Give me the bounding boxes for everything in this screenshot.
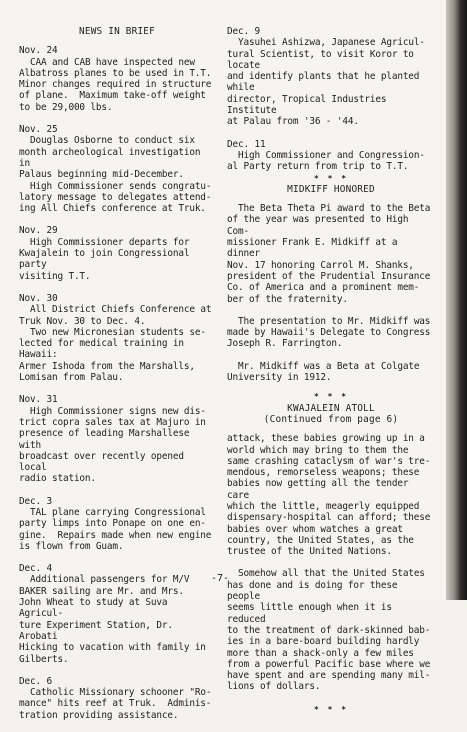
entry-line: John Wheat to study at Suva Agricul- bbox=[19, 597, 173, 620]
article-line: dispensary-hospital can afford; these bbox=[227, 512, 431, 524]
entry-line: trict copra sales tax at Majuro in bbox=[19, 416, 206, 428]
article-line: Mr. Midkiff was a Beta at Colgate bbox=[227, 360, 420, 372]
entry-line: Armer Ishoda from the Marshalls, bbox=[19, 360, 195, 372]
kwajalein-subheading: (Continued from page 6) bbox=[263, 413, 399, 425]
entry-date: Nov. 25 bbox=[19, 124, 58, 136]
article-line: ber of the fraternity. bbox=[227, 293, 348, 305]
entry-date: Dec. 4 bbox=[19, 563, 52, 575]
entry-line: to be 29,000 lbs. bbox=[19, 101, 113, 113]
separator-stars: * * * bbox=[313, 704, 349, 714]
article-line: world which may bring to them the bbox=[227, 444, 409, 456]
article-line: trustee of the United Nations. bbox=[227, 546, 392, 558]
entry-line: radio station. bbox=[19, 473, 96, 485]
article-line: missioner Frank E. Midkiff at a dinner bbox=[227, 237, 403, 260]
article-line: attack, these babies growing up in a bbox=[227, 433, 425, 445]
separator-stars: * * * bbox=[313, 392, 349, 402]
article-line: The Beta Theta Pi award to the Beta bbox=[227, 203, 431, 215]
entry-line: latory message to delegates attend- bbox=[19, 191, 212, 203]
news-entries bbox=[19, 45, 215, 732]
entry-line: Truk Nov. 30 to Dec. 4. bbox=[19, 315, 146, 327]
entry-date: Nov. 24 bbox=[19, 45, 58, 57]
entry-line: Douglas Osborne to conduct six bbox=[19, 135, 195, 147]
entry-line: CAA and CAB have inspected new bbox=[19, 56, 195, 68]
entry-line: All District Chiefs Conference at bbox=[19, 304, 212, 316]
page-number: -7- bbox=[210, 573, 230, 584]
article-line: which the little, meagerly equipped bbox=[227, 500, 420, 512]
entry-line: TAL plane carrying Congressional bbox=[19, 506, 206, 518]
article-line: more than a shack-only a few miles bbox=[227, 647, 414, 659]
entry-line: ing All Chiefs conference at Truk. bbox=[19, 203, 206, 215]
article-line: has done and is doing for these people bbox=[227, 579, 403, 603]
kwajalein-article bbox=[227, 433, 435, 693]
entry-line: gine. Repairs made when new engine bbox=[19, 529, 212, 541]
entry-line: High Commissioner signs new dis- bbox=[19, 405, 206, 417]
article-line: from a powerful Pacific base where we bbox=[227, 658, 431, 670]
news-in-brief-heading: NEWS IN BRIEF bbox=[79, 26, 155, 37]
entry-line: Hicking to vacation with family in bbox=[19, 642, 206, 654]
midkiff-heading: MIDKIFF HONORED bbox=[287, 183, 375, 195]
entry-date: Nov. 30 bbox=[19, 292, 58, 304]
article-line: of the year was presented to High Com- bbox=[227, 214, 414, 237]
entry-line: Gilberts. bbox=[19, 653, 69, 665]
article-line: University in 1912. bbox=[227, 372, 332, 384]
entry-line: Two new Micronesian students se- bbox=[19, 326, 206, 338]
entry-line: Additional passengers for M/V bbox=[19, 574, 190, 586]
article-line: Co. of America and a prominent mem- bbox=[227, 282, 420, 294]
entry-line: al Party return from trip to T.T. bbox=[227, 161, 409, 173]
entry-line: Kwajalein to join Congressional party bbox=[19, 248, 195, 271]
entry-line: Catholic Missionary schooner "Ro- bbox=[19, 687, 212, 699]
separator-stars: * * * bbox=[313, 173, 349, 183]
article-line: lions of dollars. bbox=[227, 681, 321, 693]
entry-date: Nov. 29 bbox=[19, 225, 58, 237]
entry-line: BAKER sailing are Mr. and Mrs. bbox=[19, 585, 184, 597]
entry-line: ture Experiment Station, Dr. Arobati bbox=[19, 619, 179, 642]
entry-line: Minor changes required in structure bbox=[19, 79, 212, 91]
midkiff-article bbox=[227, 203, 435, 383]
entry-date: Dec. 9 bbox=[227, 26, 260, 37]
article-line: babies now getting all the tender care bbox=[227, 478, 414, 501]
entry-line: tural Scientist, to visit Koror to locate bbox=[227, 48, 420, 71]
entry-line: party limps into Ponape on one en- bbox=[19, 518, 206, 530]
entry-line: presence of leading Marshallese with bbox=[19, 428, 195, 451]
entry-line: Albatross planes to be used in T.T. bbox=[19, 67, 212, 79]
kwajalein-heading: KWAJALEIN ATOLL bbox=[287, 402, 375, 414]
article-line: made by Hawaii's Delegate to Congress bbox=[227, 327, 431, 339]
entry-line: visiting T.T. bbox=[19, 270, 91, 282]
article-line: have spent and are spending many mil- bbox=[227, 670, 431, 682]
entry-line: Palaus beginning mid-December. bbox=[19, 169, 184, 181]
entry-line: tration providing assistance. bbox=[19, 709, 179, 721]
entry-line: is flown from Guam. bbox=[19, 540, 124, 552]
article-line: president of the Prudential Insurance bbox=[227, 270, 431, 282]
entry-line: mance" hits reef at Truk. Adminis- bbox=[19, 698, 212, 710]
article-line: Joseph R. Farrington. bbox=[227, 338, 343, 350]
article-line: to the treatment of dark-skinned bab- bbox=[227, 624, 431, 636]
entry-line: Yasuhei Ashizwa, Japanese Agricul- bbox=[227, 37, 425, 49]
entry-line: and identify plants that he planted while bbox=[227, 71, 425, 94]
article-line: The presentation to Mr. Midkiff was bbox=[227, 315, 431, 327]
entry-line: Lomisan from Palau. bbox=[19, 372, 124, 384]
article-line: same crashing cataclysm of war's tre- bbox=[227, 455, 431, 467]
article-line: Somehow all that the United States bbox=[227, 568, 425, 580]
entry-line: month archeological investigation in bbox=[19, 146, 206, 169]
binding-edge bbox=[446, 0, 467, 600]
entry-line: High Commissioner and Congression- bbox=[227, 149, 425, 161]
entry-line: of plane. Maximum take-off weight bbox=[19, 90, 206, 102]
entry-line: at Palau from '36 - '44. bbox=[227, 116, 359, 128]
right-column bbox=[227, 26, 435, 715]
article-line: Nov. 17 honoring Carrol M. Shanks, bbox=[227, 259, 414, 271]
article-line: babies over whom watches a great bbox=[227, 523, 403, 535]
entry-line: lected for medical training in Hawaii: bbox=[19, 338, 190, 361]
entry-line: director, Tropical Industries Institute bbox=[227, 93, 392, 117]
article-line: ies in a bare-board building hardly bbox=[227, 636, 420, 648]
article-line: country, the United States, as the bbox=[227, 534, 414, 546]
article-line: seems little enough when it is reduced bbox=[227, 602, 398, 625]
entry-date: Dec. 6 bbox=[19, 675, 52, 687]
entry-line: High Commissioner sends congratu- bbox=[19, 180, 212, 192]
article-line: mendous, remorseless weapons; these bbox=[227, 467, 420, 479]
entry-date: Dec. 11 bbox=[227, 138, 266, 150]
entry-line: broadcast over recently opened local bbox=[19, 450, 190, 474]
right-news-entries bbox=[227, 26, 435, 173]
entry-date: Nov. 31 bbox=[19, 394, 58, 406]
left-column bbox=[19, 26, 215, 732]
entry-date: Dec. 3 bbox=[19, 495, 52, 507]
entry-line: High Commissioner departs for bbox=[19, 236, 190, 248]
